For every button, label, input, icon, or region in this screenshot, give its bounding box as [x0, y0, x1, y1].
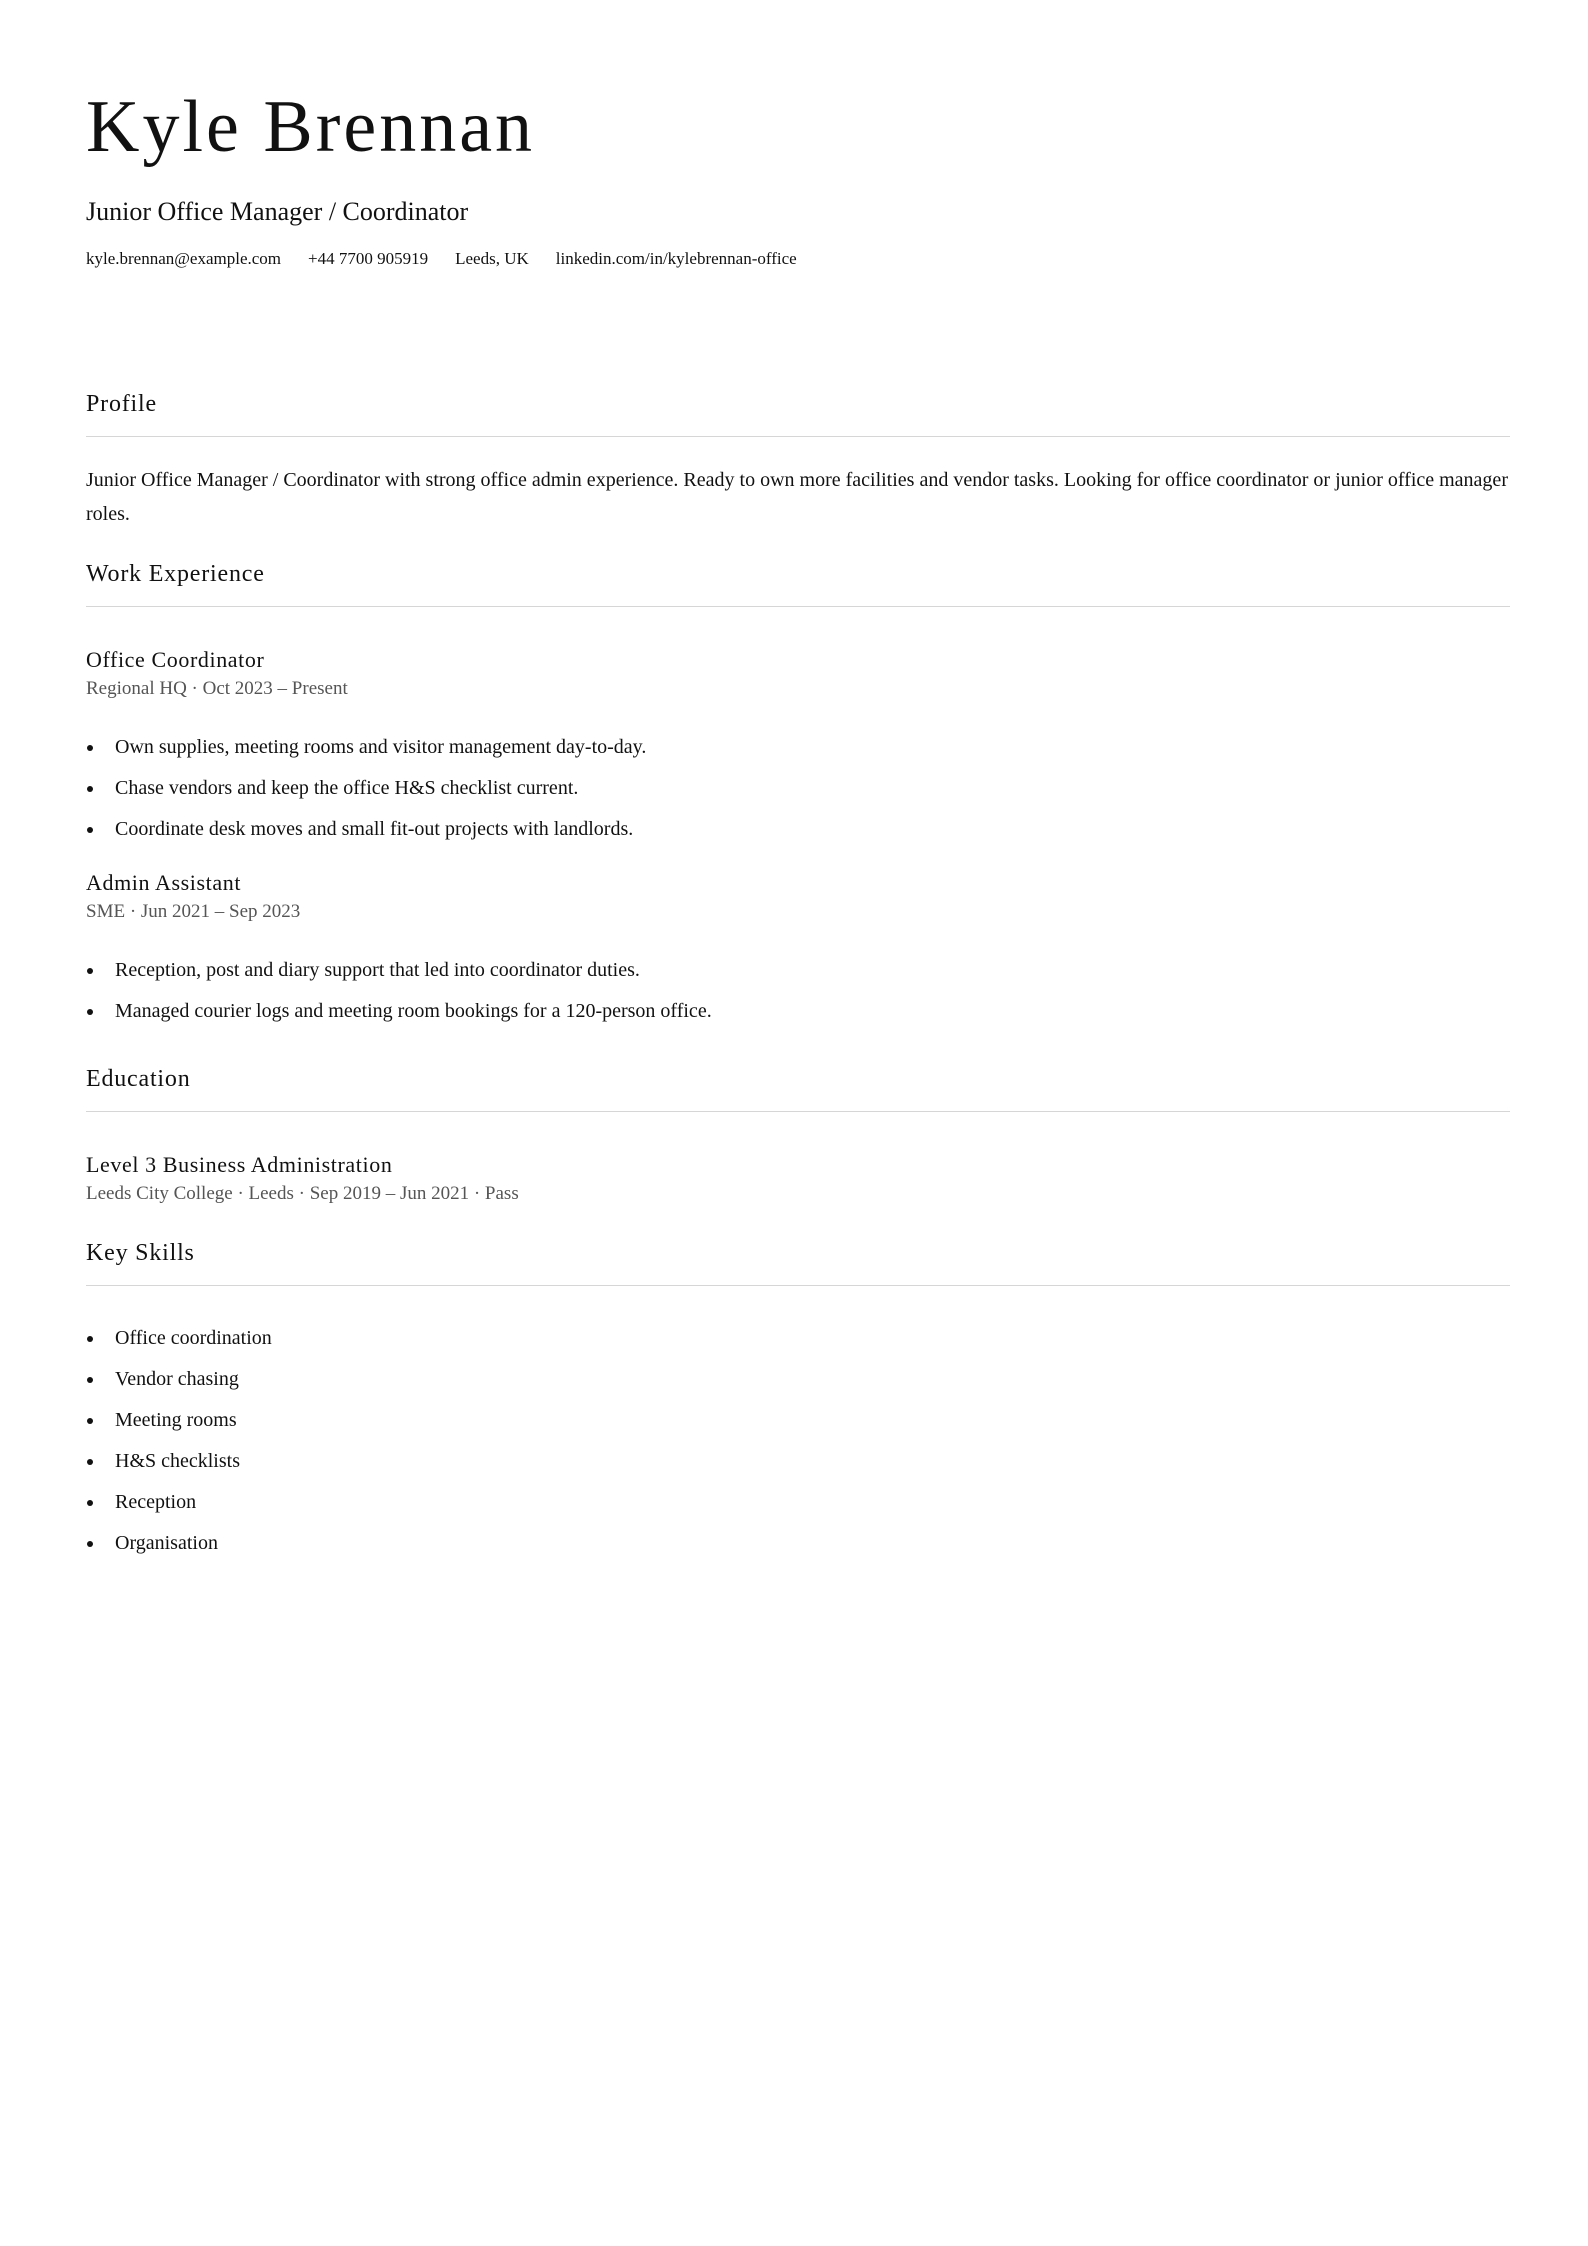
job-title: Admin Assistant — [86, 869, 242, 895]
education-meta: Leeds City College · Leeds · Sep 2019 – Jun 2021 · Pass — [86, 1183, 519, 1205]
section-title-key-skills: Key Skills — [86, 1240, 1510, 1286]
job-bullet: Reception, post and diary support that led into coordinator duties. — [86, 950, 1510, 991]
job-bullet: Own supplies, meeting rooms and visitor management day-to-day. — [86, 727, 1510, 768]
skill-item: Office coordination — [86, 1318, 1510, 1359]
job-meta: Regional HQ · Oct 2023 – Present — [86, 677, 348, 699]
job-bullets — [86, 727, 1510, 850]
work-experience-section — [86, 561, 1510, 1032]
contact-linkedin[interactable]: linkedin.com/in/kylebrennan-office — [555, 249, 797, 269]
candidate-headline: Junior Office Manager / Coordinator — [86, 197, 469, 226]
section-title-profile: Profile — [86, 391, 1510, 437]
candidate-name: Kyle Brennan — [86, 86, 536, 168]
job-meta: SME · Jun 2021 – Sep 2023 — [86, 901, 301, 923]
profile-summary: Junior Office Manager / Coordinator with strong office admin experience. Ready to own more facilities and vendor tasks. Looking for office coordinator or junior office manager roles. — [86, 468, 1508, 525]
job-bullet: Coordinate desk moves and small fit-out projects with landlords. — [86, 809, 1510, 850]
section-title-work-experience: Work Experience — [86, 561, 1510, 607]
resume-page — [86, 86, 1510, 1564]
education-section — [86, 1066, 1510, 1206]
skills-list — [86, 1318, 1510, 1564]
skill-item: H&S checklists — [86, 1441, 1510, 1482]
job-entry — [86, 870, 1510, 1032]
education-entry — [86, 1152, 1510, 1206]
contact-phone[interactable]: +44 7700 905919 — [308, 249, 429, 269]
contact-line — [86, 249, 1510, 269]
job-entry — [86, 647, 1510, 850]
skill-item: Meeting rooms — [86, 1400, 1510, 1441]
key-skills-section — [86, 1240, 1510, 1564]
contact-location: Leeds, UK — [455, 249, 529, 269]
job-bullets — [86, 950, 1510, 1032]
skill-item: Organisation — [86, 1523, 1510, 1564]
education-title: Level 3 Business Administration — [86, 1151, 393, 1177]
skill-item: Reception — [86, 1482, 1510, 1523]
job-title: Office Coordinator — [86, 646, 265, 672]
resume-header — [86, 86, 1510, 270]
skill-item: Vendor chasing — [86, 1359, 1510, 1400]
job-bullet: Managed courier logs and meeting room bookings for a 120-person office. — [86, 991, 1510, 1032]
section-title-education: Education — [86, 1066, 1510, 1112]
profile-section — [86, 391, 1510, 531]
job-bullet: Chase vendors and keep the office H&S checklist current. — [86, 768, 1510, 809]
contact-email[interactable]: kyle.brennan@example.com — [86, 249, 282, 269]
